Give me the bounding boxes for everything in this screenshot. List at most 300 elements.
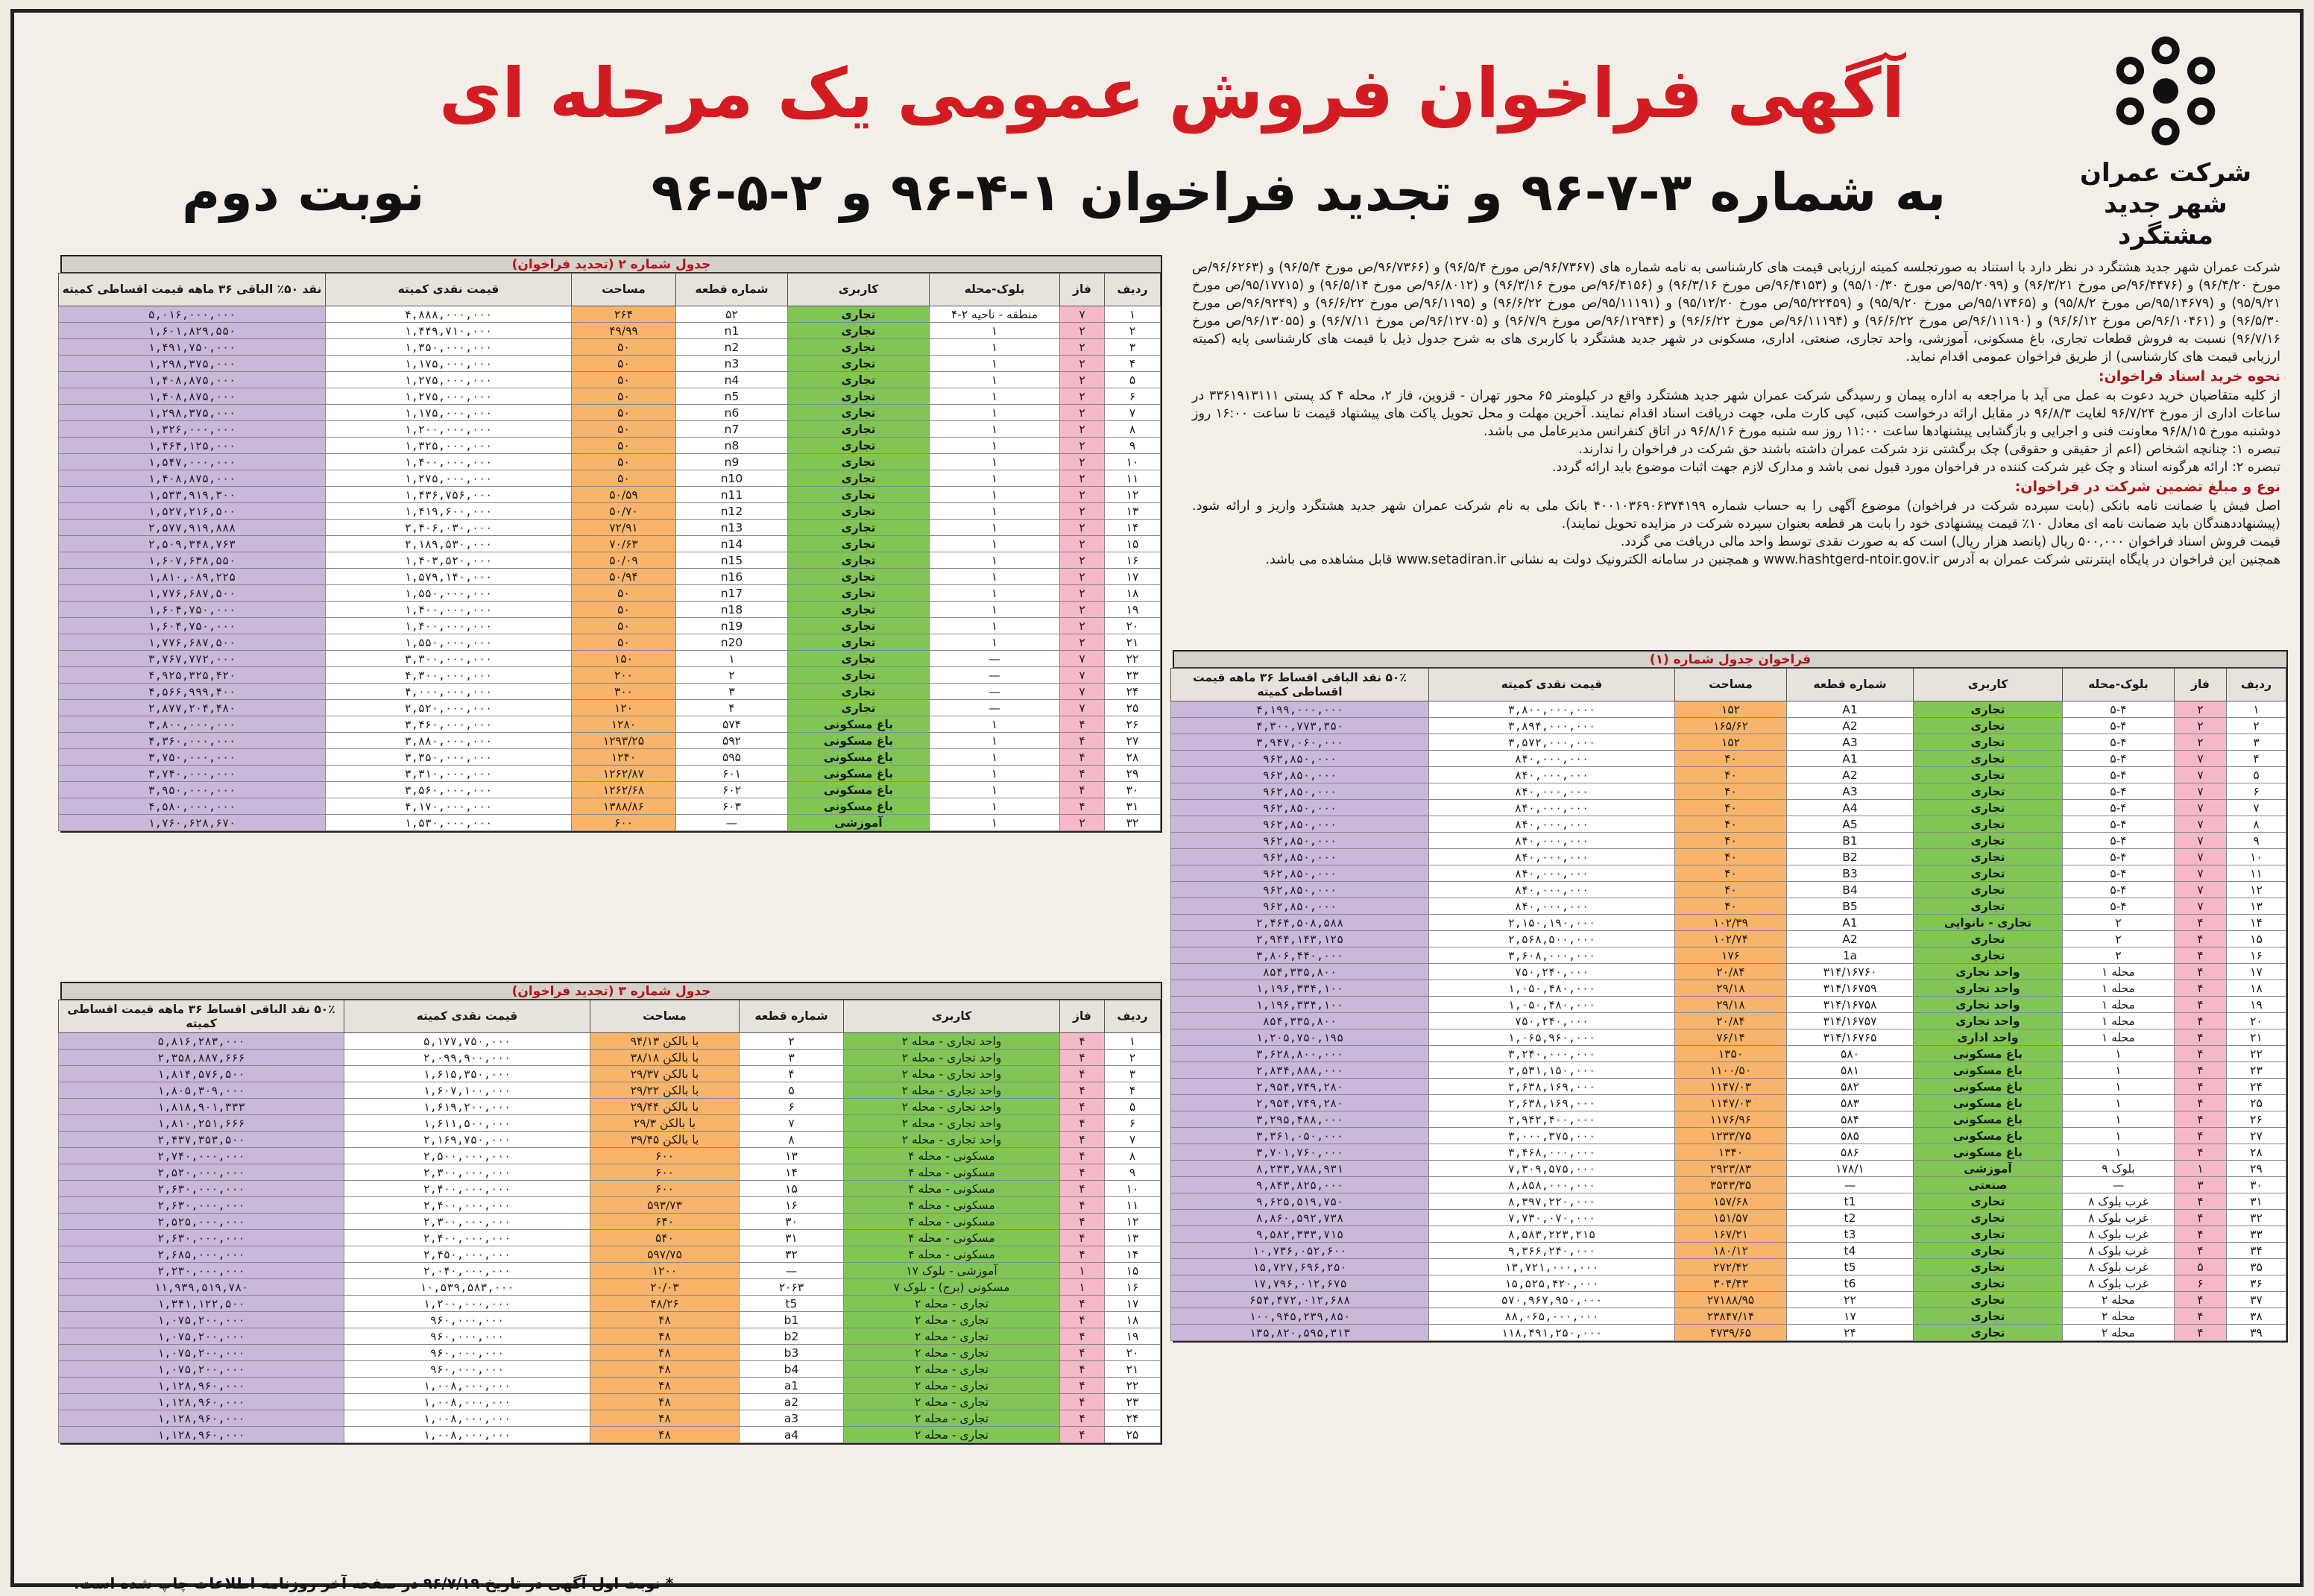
table-cell: ۱۶ <box>1105 1279 1161 1296</box>
table-cell: واحد اداری <box>1914 1029 2063 1046</box>
table-cell: ۴ <box>2175 1013 2227 1029</box>
table-row <box>59 503 1161 520</box>
table-cell: ۱,۰۰۸,۰۰۰,۰۰۰ <box>344 1410 590 1427</box>
table-cell: ۲,۴۳۷,۳۵۳,۵۰۰ <box>59 1132 344 1148</box>
company-logo <box>2054 28 2277 251</box>
table-cell: ۱ <box>930 503 1060 520</box>
table-row <box>59 372 1161 388</box>
table-cell: ۴ <box>1060 1115 1105 1132</box>
table-cell: تجاری <box>1914 931 2063 947</box>
table-cell: تجاری <box>1914 1243 2063 1259</box>
table-cell: ۵۰ <box>572 339 676 356</box>
table-row <box>59 1214 1161 1230</box>
table-cell: ۲,۹۴۴,۱۴۳,۱۲۵ <box>1171 931 1429 947</box>
table-cell: ۱۴ <box>1105 520 1161 536</box>
column-header: فاز <box>2175 669 2227 701</box>
table-row <box>1171 1161 2286 1177</box>
table-cell: B2 <box>1787 849 1914 865</box>
table-cell: ۱,۴۰۳,۵۲۰,۰۰۰ <box>326 552 572 569</box>
table-cell: ۱,۸۱۰,۲۵۱,۶۶۶ <box>59 1115 344 1132</box>
website-info: همچنین این فراخوان در پایگاه اینترنتی شرکت عمران به آدرس www.hashtgerd-ntoir.gov.ir و همچنین در سامانه الکترونیک دولت به نشانی www.setadiran.ir قابل مشاهده می باشد. <box>1265 552 2280 567</box>
table-cell: ۳ <box>676 684 788 700</box>
table-cell: ۲,۵۷۷,۹۱۹,۸۸۸ <box>59 520 326 536</box>
table-cell: تجاری <box>1914 898 2063 915</box>
table-cell: باغ مسکونی <box>788 798 930 815</box>
table-cell: n16 <box>676 569 788 585</box>
table-cell: ۴,۰۰۰,۰۰۰,۰۰۰ <box>326 684 572 700</box>
table-cell: ۲ <box>676 667 788 684</box>
table-cell: ۴,۵۸۰,۰۰۰,۰۰۰ <box>59 798 326 815</box>
table-cell: ۱,۰۶۵,۹۶۰,۰۰۰ <box>1429 1029 1675 1046</box>
table-cell: ۵۰/۹۴ <box>572 569 676 585</box>
table-row <box>59 1263 1161 1279</box>
table-cell: ۶۰۳ <box>676 798 788 815</box>
table-cell: ۲۷ <box>2227 1128 2286 1144</box>
table-cell: ۳,۷۰۱,۷۶۰,۰۰۰ <box>1171 1144 1429 1161</box>
table-cell: ۱,۶۰۴,۷۵۰,۰۰۰ <box>59 618 326 634</box>
table-cell: ۴ <box>1060 798 1105 815</box>
table-cell: A1 <box>1787 915 1914 931</box>
table-cell: ۴۸ <box>590 1312 740 1328</box>
table-cell: ۲,۶۳۸,۱۶۹,۰۰۰ <box>1429 1079 1675 1095</box>
table-cell: ۵۸۶ <box>1787 1144 1914 1161</box>
table-cell: ۳,۶۲۸,۸۰۰,۰۰۰ <box>1171 1046 1429 1062</box>
table-cell: ۴ <box>1060 766 1105 782</box>
table-cell: ۱,۱۹۶,۳۳۴,۱۰۰ <box>1171 997 1429 1013</box>
table-cell: ۱۰,۵۳۹,۵۸۳,۰۰۰ <box>344 1279 590 1296</box>
table-cell: ۳۸ <box>2227 1308 2286 1325</box>
table-cell: ۴ <box>2175 1128 2227 1144</box>
table-cell: ۱۲۰ <box>572 700 676 716</box>
table-cell: ۱۱ <box>1105 1197 1161 1214</box>
table-cell: ۱ <box>2063 1046 2175 1062</box>
table-cell: ۱,۷۶۰,۶۲۸,۶۷۰ <box>59 815 326 831</box>
table-cell: ۷۰/۶۳ <box>572 536 676 552</box>
table-cell: ۳,۷۵۰,۰۰۰,۰۰۰ <box>59 749 326 766</box>
table-cell: A2 <box>1787 931 1914 947</box>
table-cell: ۵۰ <box>572 388 676 405</box>
table-cell: تجاری <box>1914 1210 2063 1226</box>
table-cell: ۱ <box>930 766 1060 782</box>
table-row <box>59 651 1161 667</box>
table-cell: ۴ <box>1060 1312 1105 1328</box>
table-cell: ۸۴۰,۰۰۰,۰۰۰ <box>1429 767 1675 783</box>
table-row <box>1171 1046 2286 1062</box>
table-cell: ۱,۳۵۰,۰۰۰,۰۰۰ <box>326 339 572 356</box>
table-cell: A4 <box>1787 800 1914 816</box>
table-cell: ۹,۵۸۲,۳۳۳,۷۱۵ <box>1171 1226 1429 1243</box>
table-cell: ۸۴۰,۰۰۰,۰۰۰ <box>1429 849 1675 865</box>
table-cell: ۳,۳۵۰,۰۰۰,۰۰۰ <box>326 749 572 766</box>
table-cell: ۱,۰۷۵,۲۰۰,۰۰۰ <box>59 1361 344 1378</box>
table-cell: ۱۴ <box>740 1164 844 1181</box>
table-cell: B1 <box>1787 833 1914 849</box>
table-cell: ۱۳ <box>1105 1230 1161 1246</box>
table-cell: باغ مسکونی <box>788 766 930 782</box>
table-cell: ۱ <box>676 651 788 667</box>
table-cell: ۱,۵۵۰,۰۰۰,۰۰۰ <box>326 585 572 602</box>
table-cell: n12 <box>676 503 788 520</box>
column-header: فاز <box>1060 1000 1105 1033</box>
table-cell: ۹۶۲,۸۵۰,۰۰۰ <box>1171 767 1429 783</box>
column-header: شماره قطعه <box>676 274 788 306</box>
table-cell: ۱۰۲/۳۹ <box>1675 915 1787 931</box>
column-header: شماره قطعه <box>740 1000 844 1033</box>
table-cell: ۴ <box>2175 964 2227 980</box>
table-cell: ۴۰ <box>1675 800 1787 816</box>
table-cell: ۷,۷۳۰,۰۷۰,۰۰۰ <box>1429 1210 1675 1226</box>
table-cell: ۲۱ <box>1105 1361 1161 1378</box>
table-cell: ۵ <box>740 1082 844 1099</box>
table-cell: ۷ <box>1060 667 1105 684</box>
advertisement-page <box>10 9 2304 1592</box>
table-cell: ۲ <box>1060 454 1105 470</box>
table-row <box>59 1033 1161 1050</box>
table-cell: ۴,۳۰۰,۰۰۰,۰۰۰ <box>326 667 572 684</box>
table-cell: ۲,۴۰۰,۰۰۰,۰۰۰ <box>344 1230 590 1246</box>
table-cell: ۱۲۴۰ <box>572 749 676 766</box>
table-cell: ۲۰ <box>1105 1345 1161 1361</box>
table-2-caption: جدول شماره ۲ (تجدید فراخوان) <box>62 256 1161 273</box>
table-cell: — <box>930 700 1060 716</box>
table-cell: ۱۵,۵۲۵,۴۲۰,۰۰۰ <box>1429 1275 1675 1292</box>
table-cell: ۱ <box>930 470 1060 487</box>
table-cell: ۲,۵۰۹,۳۴۸,۷۶۳ <box>59 536 326 552</box>
table-row <box>59 1197 1161 1214</box>
table-cell: ۱,۲۰۰,۰۰۰,۰۰۰ <box>344 1296 590 1312</box>
table-cell: ۱,۲۷۵,۰۰۰,۰۰۰ <box>326 388 572 405</box>
table-cell: ۷۶/۱۴ <box>1675 1029 1787 1046</box>
table-cell: تجاری <box>788 585 930 602</box>
table-cell: تجاری <box>788 618 930 634</box>
table-cell: n19 <box>676 618 788 634</box>
table-cell: ۳۳ <box>2227 1226 2286 1243</box>
table-row <box>59 1394 1161 1410</box>
table-row <box>1171 718 2286 734</box>
table-row <box>59 569 1161 585</box>
table-cell: ۱ <box>930 733 1060 749</box>
table-cell: ۷ <box>2175 833 2227 849</box>
table-cell: با بالکن ۲۹/۳۷ <box>590 1066 740 1082</box>
table-cell: n15 <box>676 552 788 569</box>
table-cell: ۴ <box>2175 1226 2227 1243</box>
table-cell: ۶۰۱ <box>676 766 788 782</box>
table-cell: ۳۰۰ <box>572 684 676 700</box>
table-cell: ۱,۱۹۶,۳۳۴,۱۰۰ <box>1171 980 1429 997</box>
table-cell: ۲ <box>1060 438 1105 454</box>
table-cell: ۱۲ <box>2227 882 2286 898</box>
table-cell: ۴ <box>1060 733 1105 749</box>
table-row <box>1171 915 2286 931</box>
table-cell: ۴ <box>1060 1246 1105 1263</box>
table-cell: ۵۰ <box>572 454 676 470</box>
table-cell: ۱۰ <box>2227 849 2286 865</box>
table-cell: تجاری <box>788 569 930 585</box>
table-cell: ۲۹ <box>1105 766 1161 782</box>
table-row <box>1171 980 2286 997</box>
table-cell: ۱ <box>930 438 1060 454</box>
table-cell: ۴ <box>676 700 788 716</box>
table-cell: ۲۳ <box>1105 667 1161 684</box>
table-cell: ۱۵۷/۶۸ <box>1675 1193 1787 1210</box>
table-cell: n11 <box>676 487 788 503</box>
table-cell: ۱,۴۹۱,۷۵۰,۰۰۰ <box>59 339 326 356</box>
table-cell: ۱,۰۵۰,۴۸۰,۰۰۰ <box>1429 980 1675 997</box>
table-3-body <box>59 1033 1161 1443</box>
table-cell: تجاری <box>788 651 930 667</box>
table-cell: ۶۰۰ <box>590 1148 740 1164</box>
table-cell: ۱۲ <box>1105 1214 1161 1230</box>
table-cell: ۱ <box>930 388 1060 405</box>
column-header: ۵۰٪ نقد الباقی اقساط ۳۶ ماهه قیمت اقساطی کمیته <box>59 1000 344 1033</box>
table-cell: ۱۵۱/۵۷ <box>1675 1210 1787 1226</box>
table-cell: ۵۸۴ <box>1787 1111 1914 1128</box>
table-row <box>1171 997 2286 1013</box>
column-header: قیمت نقدی کمیته <box>326 274 572 306</box>
column-header: مساحت <box>1675 669 1787 701</box>
table-cell: ۹۶۲,۸۵۰,۰۰۰ <box>1171 865 1429 882</box>
table-row <box>1171 1243 2286 1259</box>
table-row <box>1171 701 2286 718</box>
guarantee-paragraph: اصل فیش یا ضمانت نامه بانکی (بابت سپرده شرکت در فراخوان) موضوع آگهی را به حساب شماره ۴۰۰۱۰۳۶۹۰۶۳۷۴۱۹۹ بانک ملی به نام شرکت عمران شهر جدید هشتگرد واریز و ارائه شود. (پیشنهاددهندگان باید ضمانت نامه ای معادل ۱۰٪ قیمت پیشنهادی خود را بابت هر قطعه بعنوان سپرده شرکت در مزایده تحویل نمایند). <box>1192 499 2280 532</box>
table-cell: ۳ <box>740 1050 844 1066</box>
table-cell: ۱۷ <box>1787 1308 1914 1325</box>
table-cell: ۲۵ <box>2227 1095 2286 1111</box>
table-cell: ۲,۶۳۸,۱۶۹,۰۰۰ <box>1429 1095 1675 1111</box>
table-cell: ۱,۰۰۸,۰۰۰,۰۰۰ <box>344 1378 590 1394</box>
table-cell: ۱۱۴۷/۰۳ <box>1675 1079 1787 1095</box>
table-row <box>59 782 1161 798</box>
table-cell: ۳,۶۰۸,۰۰۰,۰۰۰ <box>1429 947 1675 964</box>
table-cell: ۷ <box>1060 684 1105 700</box>
column-header: کاربری <box>1914 669 2063 701</box>
table-cell: ۴ <box>1060 1033 1105 1050</box>
table-row <box>1171 964 2286 980</box>
table-cell: ۲,۱۶۹,۷۵۰,۰۰۰ <box>344 1132 590 1148</box>
table-cell: ۱ <box>930 618 1060 634</box>
table-cell: n14 <box>676 536 788 552</box>
table-cell: تجاری <box>1914 1292 2063 1308</box>
table-row <box>59 1312 1161 1328</box>
table-cell: تجاری <box>1914 718 2063 734</box>
table-cell: تجاری <box>788 503 930 520</box>
table-cell: — <box>1787 1177 1914 1193</box>
table-cell: واحد تجاری <box>1914 997 2063 1013</box>
table-cell: ۴۷۳۹/۶۵ <box>1675 1325 1787 1341</box>
table-cell: ۴۰ <box>1675 751 1787 767</box>
table-cell: ۴ <box>2175 915 2227 931</box>
table-cell: ۱,۵۴۷,۰۰۰,۰۰۰ <box>59 454 326 470</box>
column-header: ردیف <box>1105 1000 1161 1033</box>
table-cell: — <box>676 815 788 831</box>
column-header: کاربری <box>844 1000 1060 1033</box>
table-cell: باغ مسکونی <box>788 749 930 766</box>
table-cell: ۴ <box>1060 1230 1105 1246</box>
table-cell: ۷ <box>1060 700 1105 716</box>
table-row <box>59 421 1161 438</box>
table-cell: واحد تجاری - محله ۲ <box>844 1099 1060 1115</box>
table-cell: محله ۱ <box>2063 1013 2175 1029</box>
table-cell: ۱,۷۷۶,۶۸۷,۵۰۰ <box>59 585 326 602</box>
table-cell: ۹۶۲,۸۵۰,۰۰۰ <box>1171 849 1429 865</box>
table-cell: ۱۲۶۲/۸۷ <box>572 766 676 782</box>
table-cell: ۱ <box>2063 1111 2175 1128</box>
table-cell: a4 <box>740 1427 844 1443</box>
table-cell: ۴,۸۸۸,۰۰۰,۰۰۰ <box>326 306 572 323</box>
table-cell: ۱ <box>930 798 1060 815</box>
table-cell: ۲ <box>2175 734 2227 751</box>
table-2-header-row <box>59 274 1161 306</box>
table-cell: ۱۳۵,۸۲۰,۵۹۵,۳۱۳ <box>1171 1325 1429 1341</box>
table-cell: ۱,۰۰۸,۰۰۰,۰۰۰ <box>344 1427 590 1443</box>
table-cell: ۱,۸۱۴,۵۷۶,۵۰۰ <box>59 1066 344 1082</box>
table-cell: ۲ <box>2175 701 2227 718</box>
table-cell: n3 <box>676 356 788 372</box>
table-cell: واحد تجاری - محله ۲ <box>844 1115 1060 1132</box>
table-cell: با بالکن ۲۹/۲۲ <box>590 1082 740 1099</box>
table-cell: ۱,۷۷۶,۶۸۷,۵۰۰ <box>59 634 326 651</box>
table-cell: ۱,۲۷۵,۰۰۰,۰۰۰ <box>326 470 572 487</box>
table-cell: ۴۰ <box>1675 865 1787 882</box>
table-row <box>59 667 1161 684</box>
table-cell: ۳۶ <box>2227 1275 2286 1292</box>
table-row <box>59 356 1161 372</box>
table-row <box>1171 734 2286 751</box>
table-row <box>59 815 1161 831</box>
table-cell: ۴ <box>1060 1050 1105 1066</box>
table-cell: تجاری <box>788 667 930 684</box>
table-cell: ۶۵۴,۴۷۲,۰۱۲,۶۸۸ <box>1171 1292 1429 1308</box>
table-cell: محله ۱ <box>2063 997 2175 1013</box>
table-cell: ۲۱ <box>1105 634 1161 651</box>
table-row <box>1171 833 2286 849</box>
table-row <box>59 1230 1161 1246</box>
table-cell: ۲,۴۰۰,۰۰۰,۰۰۰ <box>344 1197 590 1214</box>
table-cell: ۴,۹۲۵,۳۲۵,۴۲۰ <box>59 667 326 684</box>
table-cell: ۱۸ <box>1105 1312 1161 1328</box>
table-cell: باغ مسکونی <box>1914 1079 2063 1095</box>
table-row <box>59 618 1161 634</box>
table-cell: ۱۷,۷۹۶,۰۱۲,۶۷۵ <box>1171 1275 1429 1292</box>
table-cell: ۲ <box>1060 536 1105 552</box>
table-cell: ۲ <box>1060 339 1105 356</box>
table-cell: ۱۹ <box>2227 997 2286 1013</box>
table-row <box>59 1279 1161 1296</box>
table-cell: محله ۲ <box>2063 1292 2175 1308</box>
table-cell: ۲ <box>2063 947 2175 964</box>
table-cell: ۳,۸۸۰,۰۰۰,۰۰۰ <box>326 733 572 749</box>
table-cell: ۱,۲۰۰,۰۰۰,۰۰۰ <box>326 421 572 438</box>
table-cell: ۸۴۰,۰۰۰,۰۰۰ <box>1429 898 1675 915</box>
table-cell: تجاری <box>1914 767 2063 783</box>
table-cell: ۴ <box>1060 1181 1105 1197</box>
table-cell: t6 <box>1787 1275 1914 1292</box>
table-cell: ۶۰۰ <box>572 815 676 831</box>
table-cell: ۳ <box>1105 1066 1161 1082</box>
table-cell: تجاری - محله ۲ <box>844 1427 1060 1443</box>
table-cell: ۲,۶۸۵,۰۰۰,۰۰۰ <box>59 1246 344 1263</box>
table-cell: ۵۰ <box>572 438 676 454</box>
table-cell: n2 <box>676 339 788 356</box>
table-cell: ۴ <box>2175 1095 2227 1111</box>
table-cell: ۱,۵۳۳,۹۱۹,۳۰۰ <box>59 487 326 503</box>
table-cell: ۱ <box>2063 1095 2175 1111</box>
table-cell: ۲ <box>1060 405 1105 421</box>
table-1-header-row <box>1171 669 2286 701</box>
table-cell: ۱۲۶۲/۶۸ <box>572 782 676 798</box>
table-cell: ۲۱ <box>2227 1029 2286 1046</box>
logo-text-line1: شرکت عمران <box>2079 158 2252 188</box>
table-cell: ۲۰ <box>2227 1013 2286 1029</box>
table-cell: ۴۸ <box>590 1361 740 1378</box>
table-cell: ۷ <box>2227 800 2286 816</box>
table-row <box>1171 1210 2286 1226</box>
table-cell: ۸,۸۵۸,۰۰۰,۰۰۰ <box>1429 1177 1675 1193</box>
table-cell: ۲ <box>1060 520 1105 536</box>
table-cell: ۱۷۶ <box>1675 947 1787 964</box>
table-cell: منطقه - ناحیه ۲-۴ <box>930 306 1060 323</box>
table-cell: ۷ <box>2175 849 2227 865</box>
table-cell: تجاری - محله ۲ <box>844 1378 1060 1394</box>
table-cell: ۲۰۰ <box>572 667 676 684</box>
table-cell: ۲۷۲/۴۲ <box>1675 1259 1787 1275</box>
table-cell: ۵۸۰ <box>1787 1046 1914 1062</box>
table-cell: مسکونی - محله ۴ <box>844 1181 1060 1197</box>
table-cell: ۱,۶۱۵,۳۵۰,۰۰۰ <box>344 1066 590 1082</box>
table-cell: a3 <box>740 1410 844 1427</box>
table-cell: ۸ <box>1105 1148 1161 1164</box>
table-cell: ۲۴ <box>1105 1410 1161 1427</box>
table-cell: ۴۰ <box>1675 849 1787 865</box>
table-cell: مسکونی - محله ۴ <box>844 1214 1060 1230</box>
table-cell: ۷ <box>2175 767 2227 783</box>
table-cell: ۲۴ <box>2227 1079 2286 1095</box>
table-cell: ۳,۴۶۸,۰۰۰,۰۰۰ <box>1429 1144 1675 1161</box>
table-cell: ۲ <box>1060 388 1105 405</box>
table-cell: ۵ <box>1105 372 1161 388</box>
table-row <box>59 1115 1161 1132</box>
table-cell: محله ۲ <box>2063 1325 2175 1341</box>
table-cell: ۵۷۴ <box>676 716 788 733</box>
table-cell: ۲ <box>2063 915 2175 931</box>
table-cell: ۸۴۰,۰۰۰,۰۰۰ <box>1429 751 1675 767</box>
table-cell: ۴ <box>740 1066 844 1082</box>
table-cell: ۱۶ <box>2227 947 2286 964</box>
table-cell: ۱,۰۰۸,۰۰۰,۰۰۰ <box>344 1394 590 1410</box>
table-cell: ۵۰ <box>572 356 676 372</box>
table-cell: ۹۶۲,۸۵۰,۰۰۰ <box>1171 783 1429 800</box>
table-cell: ۱۳ <box>1105 503 1161 520</box>
table-cell: ۴۸ <box>590 1345 740 1361</box>
table-cell: ۱۱۷۶/۹۶ <box>1675 1111 1787 1128</box>
table-row <box>1171 783 2286 800</box>
table-cell: ۳۲ <box>740 1246 844 1263</box>
table-cell: ۹۶۲,۸۵۰,۰۰۰ <box>1171 833 1429 849</box>
table-cell: ۱۲۳۳/۷۵ <box>1675 1128 1787 1144</box>
table-cell: محله ۱ <box>2063 964 2175 980</box>
table-cell: ۵-۴ <box>2063 882 2175 898</box>
table-cell: ۱,۱۲۸,۹۶۰,۰۰۰ <box>59 1427 344 1443</box>
table-cell: باغ مسکونی <box>1914 1128 2063 1144</box>
table-cell: ۱۵ <box>1105 536 1161 552</box>
table-cell: ۲۹/۱۸ <box>1675 980 1787 997</box>
table-row <box>1171 1325 2286 1341</box>
table-cell: تجاری <box>1914 1325 2063 1341</box>
column-header: نقد ۵۰٪ الباقی ۳۶ ماهه قیمت اقساطی کمیته <box>59 274 326 306</box>
table-row <box>1171 1013 2286 1029</box>
table-row <box>59 1082 1161 1099</box>
table-cell: واحد تجاری - محله ۲ <box>844 1033 1060 1050</box>
